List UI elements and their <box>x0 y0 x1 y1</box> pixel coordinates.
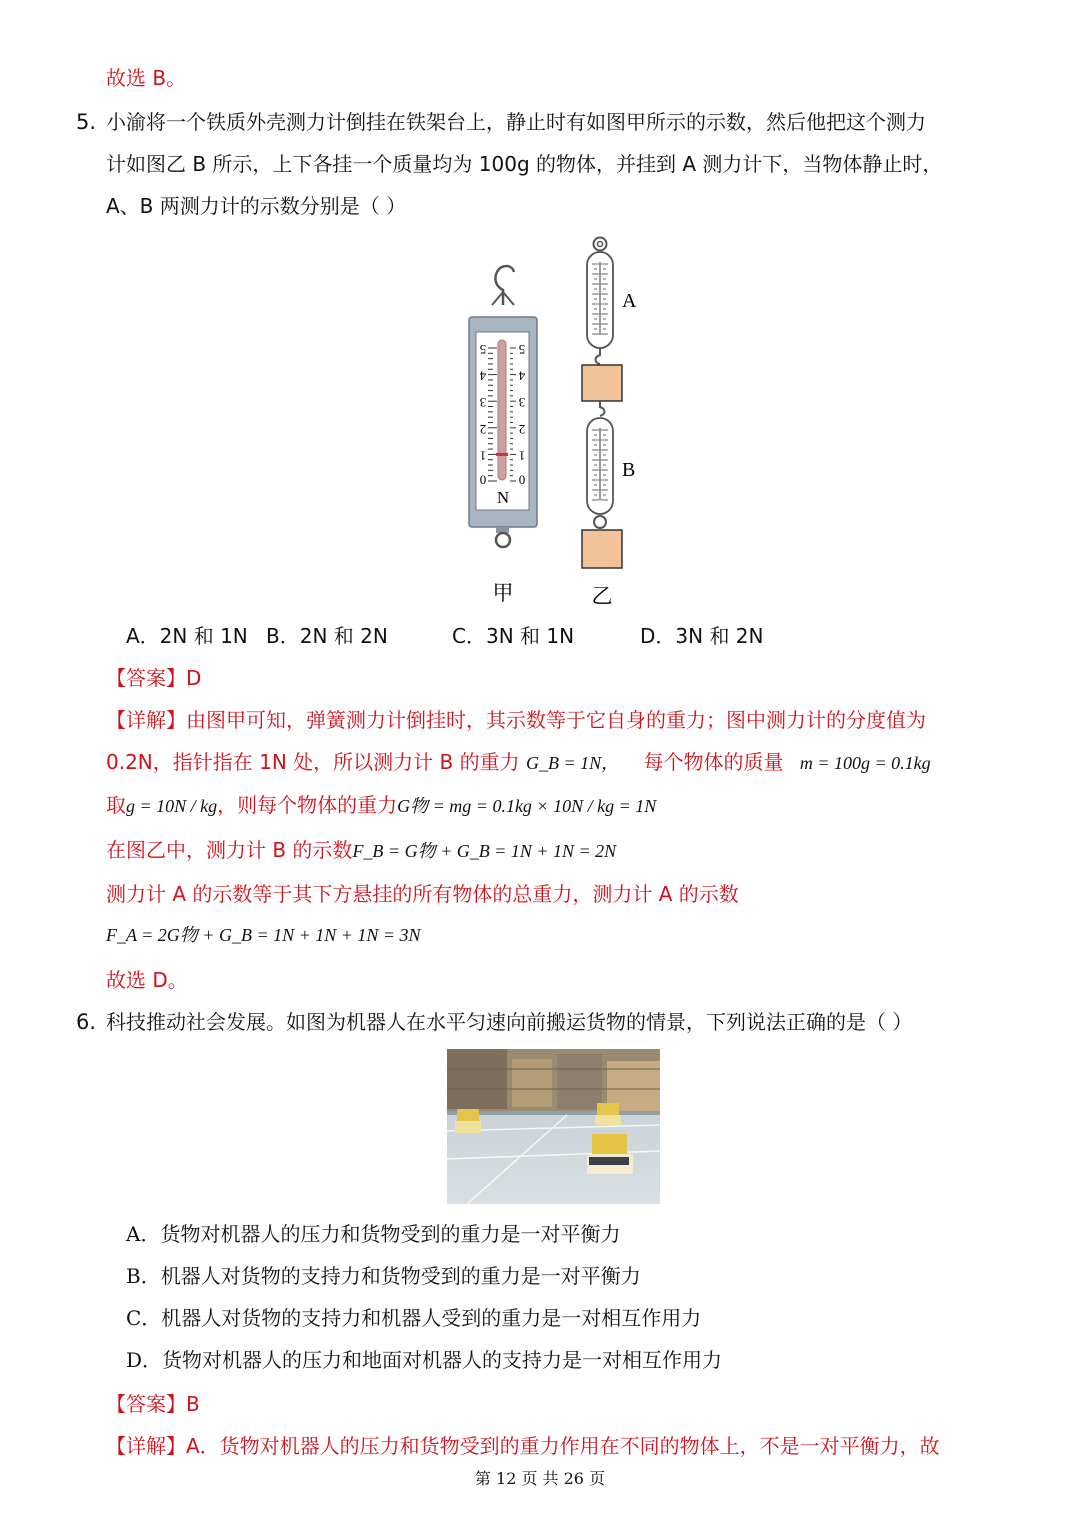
q6-detail-line-1 <box>106 1432 940 1460</box>
q5-detail-text-3: 取 <box>106 793 126 817</box>
q5-option-b[interactable]: B．2N 和 2N <box>266 624 388 648</box>
q5-detail-line-6 <box>106 920 421 949</box>
scale-jia-tick-label-right: 4 <box>518 368 526 384</box>
q5-answer-line <box>106 664 201 692</box>
scale-jia-tick-label-left: 5 <box>479 342 487 358</box>
q6-answer-line <box>106 1390 200 1418</box>
q5-option-a[interactable]: A．2N 和 1N <box>126 624 248 648</box>
q5-detail-line-4 <box>106 836 616 865</box>
q6-option-b[interactable]: B．机器人对货物的支持力和货物受到的重力是一对平衡力 <box>126 1264 641 1288</box>
q6-option-d[interactable]: D．货物对机器人的压力和地面对机器人的支持力是一对相互作用力 <box>126 1348 723 1372</box>
q5-option-d[interactable]: D．3N 和 2N <box>640 624 764 648</box>
scale-jia-tick-label-right: 2 <box>518 421 526 437</box>
formula-g: g = 10N / kg <box>126 796 218 816</box>
question-5-stem-line-3: A、B 两测力计的示数分别是（ ） <box>106 194 407 218</box>
formula-gwu: G物 = mg = 0.1kg × 10N / kg = 1N <box>397 796 657 816</box>
scale-jia-tick-label-right: 3 <box>518 395 526 411</box>
scale-yi <box>582 238 637 569</box>
q5-detail-line-1 <box>106 706 926 734</box>
q5-detail-text-4: 在图乙中，测力计 B 的示数 <box>106 838 353 862</box>
q5-detail-text-2b: 每个物体的质量 <box>643 750 784 774</box>
scale-jia-tick-label-left: 1 <box>479 448 487 464</box>
scale-jia-pointer <box>496 453 508 456</box>
scale-jia-tick-label-left: 0 <box>479 471 487 487</box>
formula-gb: G_B = 1N， <box>525 753 620 773</box>
scale-jia-tick-label-right: 1 <box>518 448 526 464</box>
q5-answer-tag: 【答案】 <box>106 666 186 690</box>
scale-jia-unit: N <box>496 488 510 507</box>
q5-detail-text-2: 0.2N，指针指在 1N 处，所以测力计 B 的重力 <box>106 750 520 774</box>
scale-jia-tick-label-left: 2 <box>479 421 487 437</box>
question-5-stem-line-1: 小渝将一个铁质外壳测力计倒挂在铁架台上，静止时有如图甲所示的示数，然后他把这个测力 <box>106 110 926 134</box>
figure-label-jia: 甲 <box>492 581 514 605</box>
previous-conclusion: 故选 B。 <box>106 66 187 90</box>
q6-detail-text-1: A．货物对机器人的压力和货物受到的重力作用在不同的物体上，不是一对平衡力，故 <box>186 1434 940 1458</box>
formula-fb: F_B = G物 + G_B = 1N + 1N = 2N <box>352 841 617 861</box>
scale-jia <box>469 266 537 547</box>
figure-label-yi: 乙 <box>591 584 613 608</box>
question-6-number: 6. <box>76 1010 97 1034</box>
formula-m: m = 100g = 0.1kg <box>799 753 931 773</box>
question-5-stem-line-2: 计如图乙 B 所示，上下各挂一个质量均为 100g 的物体，并挂到 A 测力计下，当物体静止时， <box>106 152 943 176</box>
q5-detail-line-2 <box>106 748 931 777</box>
scale-jia-tick-label-left: 4 <box>479 368 487 384</box>
weight-upper <box>582 365 622 401</box>
q5-detail-text-3b: ，则每个物体的重力 <box>217 793 398 817</box>
q5-conclusion: 故选 D。 <box>106 968 188 992</box>
q5-detail-tag: 【详解】 <box>106 708 186 732</box>
q6-detail-tag: 【详解】 <box>106 1434 186 1458</box>
q6-answer-tag: 【答案】 <box>106 1392 186 1416</box>
q5-option-c[interactable]: C．3N 和 1N <box>452 624 575 648</box>
q5-answer: D <box>186 666 202 690</box>
scale-jia-tick-label-right: 0 <box>518 471 526 487</box>
scale-B-label: B <box>622 459 636 481</box>
question-5-number: 5. <box>76 110 97 134</box>
q6-option-c[interactable]: C．机器人对货物的支持力和机器人受到的重力是一对相互作用力 <box>126 1306 702 1330</box>
q5-detail-text-1: 由图甲可知，弹簧测力计倒挂时，其示数等于它自身的重力；图中测力计的分度值为 <box>186 708 926 732</box>
scale-jia-tick-label-right: 5 <box>518 342 526 358</box>
page-footer: 第 12 页 共 26 页 <box>474 1469 606 1488</box>
q5-detail-line-3 <box>106 791 656 820</box>
scale-A-label: A <box>622 290 637 312</box>
weight-lower <box>582 530 622 568</box>
q5-detail-line-5: 测力计 A 的示数等于其下方悬挂的所有物体的总重力，测力计 A 的示数 <box>106 882 739 906</box>
spring-scale-figure <box>455 230 655 610</box>
scale-jia-tick-label-left: 3 <box>479 395 487 411</box>
q6-answer: B <box>186 1392 200 1416</box>
formula-fa: F_A = 2G物 + G_B = 1N + 1N + 1N = 3N <box>106 925 421 945</box>
q6-option-a[interactable]: A．货物对机器人的压力和货物受到的重力是一对平衡力 <box>126 1222 621 1246</box>
warehouse-robots-photo <box>447 1049 660 1204</box>
question-6-stem: 科技推动社会发展。如图为机器人在水平匀速向前搬运货物的情景，下列说法正确的是（ ） <box>106 1010 913 1034</box>
